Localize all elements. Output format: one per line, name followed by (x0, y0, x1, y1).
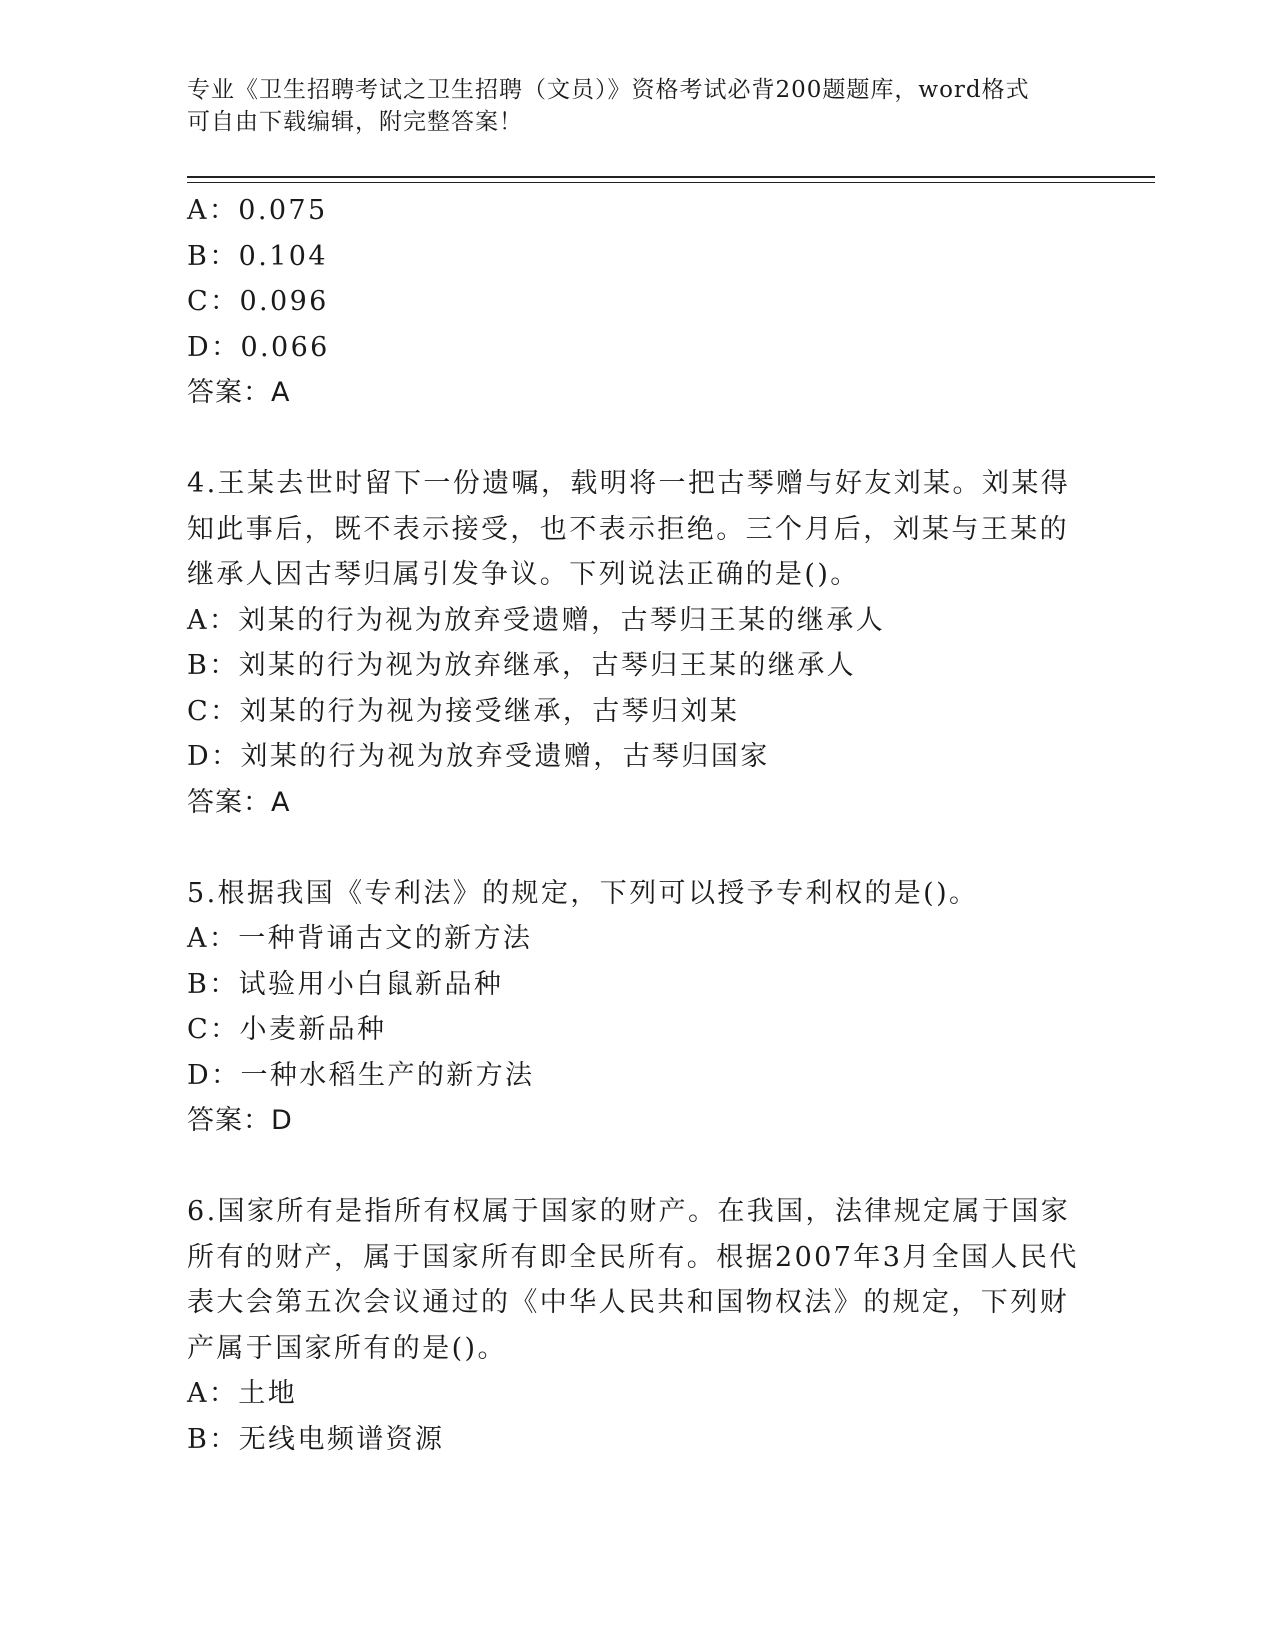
option-a: A：刘某的行为视为放弃受遗赠，古琴归王某的继承人 (187, 604, 886, 636)
option-c: C：0.096 (187, 286, 329, 317)
question-stem-line: 6.国家所有是指所有权属于国家的财产。在我国，法律规定属于国家 (187, 1196, 1071, 1227)
header-divider-thick (187, 176, 1155, 178)
question-6 (187, 1189, 1087, 1462)
option-c: C：小麦新品种 (187, 1014, 387, 1045)
header-title-line-2: 可自由下载编辑，附完整答案！ (187, 109, 523, 135)
option-d: D：0.066 (187, 331, 330, 363)
question-4 (187, 461, 1087, 825)
answer-label: 答案：D (187, 1105, 293, 1136)
option-b: B：0.104 (187, 240, 328, 272)
option-a: A：0.075 (187, 195, 328, 226)
option-c: C：刘某的行为视为接受继承，古琴归刘某 (187, 695, 740, 727)
question-stem-line: 所有的财产，属于国家所有即全民所有。根据2007年3月全国人民代 (187, 1241, 1079, 1273)
option-d: D：刘某的行为视为放弃受遗赠，古琴归国家 (187, 741, 770, 772)
question-5 (187, 871, 1087, 1144)
answer-label: 答案：A (187, 786, 291, 818)
header-divider-thin (187, 182, 1155, 183)
question-stem-line: 知此事后，既不表示接受，也不表示拒绝。三个月后，刘某与王某的 (187, 513, 1069, 545)
option-b: B：试验用小白鼠新品种 (187, 968, 504, 1000)
document-header (187, 74, 1067, 138)
spacer (187, 1144, 1087, 1190)
spacer (187, 416, 1087, 462)
header-title-line-1: 专业《卫生招聘考试之卫生招聘（文员）》资格考试必背200题题库，word格式 (187, 77, 1030, 103)
question-3 (187, 188, 1087, 416)
question-stem-line: 表大会第五次会议通过的《中华人民共和国物权法》的规定，下列财 (187, 1287, 1069, 1318)
option-b: B：刘某的行为视为放弃继承，古琴归王某的继承人 (187, 650, 857, 681)
question-stem-line: 继承人因古琴归属引发争议。下列说法正确的是()。 (187, 559, 860, 590)
question-stem-line: 4.王某去世时留下一份遗嘱，载明将一把古琴赠与好友刘某。刘某得 (187, 468, 1071, 499)
question-list (187, 188, 1087, 1462)
option-a: A：一种背诵古文的新方法 (187, 923, 533, 954)
option-d: D：一种水稻生产的新方法 (187, 1059, 535, 1091)
answer-label: 答案：A (187, 377, 291, 408)
option-a: A：土地 (187, 1378, 298, 1409)
spacer (187, 825, 1087, 871)
option-b: B：无线电频谱资源 (187, 1423, 445, 1455)
question-stem-line: 5.根据我国《专利法》的规定，下列可以授予专利权的是()。 (187, 877, 979, 909)
question-stem-line: 产属于国家所有的是()。 (187, 1332, 507, 1364)
